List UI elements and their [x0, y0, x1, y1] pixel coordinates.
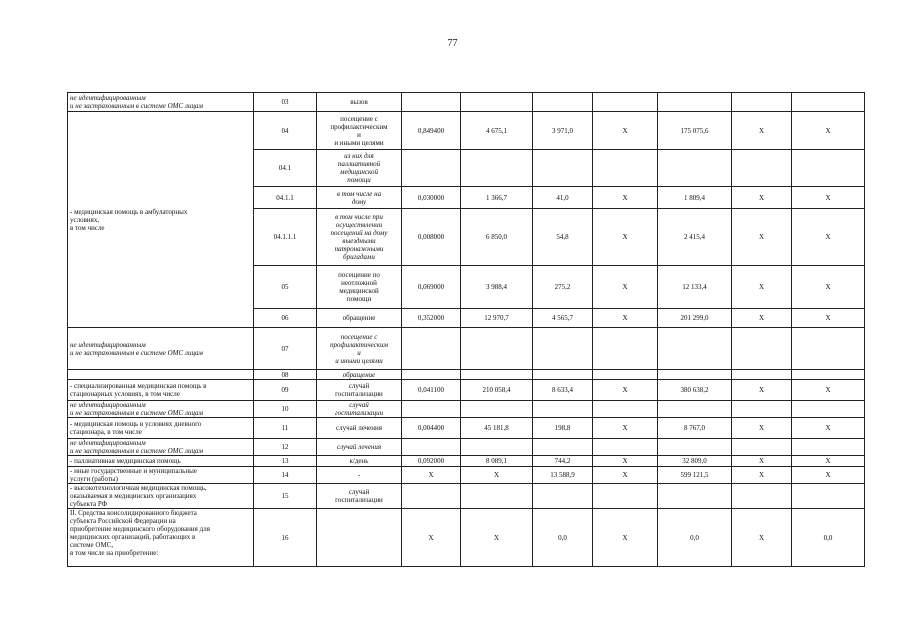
cell-cost: 45 181,8	[461, 418, 533, 439]
table-row	[68, 380, 865, 401]
cell-code: 11	[254, 418, 317, 439]
cell-code: 04	[254, 112, 317, 150]
cell-v4: X	[732, 266, 792, 309]
cell-cost	[461, 370, 533, 380]
cell-norm	[402, 401, 461, 418]
cell-unit	[317, 509, 402, 567]
cell-code: 16	[254, 509, 317, 567]
cell-v5: X	[792, 380, 865, 401]
cell-norm: 0,849400	[402, 112, 461, 150]
cell-norm	[402, 370, 461, 380]
cell-cost	[461, 484, 533, 509]
cell-v5: X	[792, 309, 865, 328]
cell-cost	[461, 401, 533, 418]
table-row	[68, 112, 865, 150]
data-table	[67, 92, 865, 567]
cell-v4: X	[732, 418, 792, 439]
cell-v3: 1 809,4	[658, 187, 732, 209]
cell-code: 15	[254, 484, 317, 509]
cell-v2	[593, 484, 658, 509]
cell-v2: X	[593, 266, 658, 309]
row-label: - медицинская помощь в условиях дневного стационара, в том числе	[68, 418, 254, 439]
cell-v5	[792, 328, 865, 370]
table-row	[68, 328, 865, 370]
cell-v4: X	[732, 456, 792, 467]
cell-unit: в том числе при осуществлении посещений на дому выездными патронажными бригадами	[317, 209, 402, 266]
cell-cost: X	[461, 467, 533, 484]
cell-unit: случай госпитализации	[317, 401, 402, 418]
cell-norm: 0,352000	[402, 309, 461, 328]
cell-v1: 41,0	[533, 187, 593, 209]
cell-v2	[593, 370, 658, 380]
cell-unit: посещение по неотложной медицинской помощи	[317, 266, 402, 309]
cell-v3: 380 638,2	[658, 380, 732, 401]
cell-norm: 0,041100	[402, 380, 461, 401]
table-row	[68, 509, 865, 567]
cell-v1: 4 565,7	[533, 309, 593, 328]
cell-code: 03	[254, 93, 317, 112]
cell-v4: X	[732, 187, 792, 209]
cell-v4	[732, 439, 792, 456]
row-label: - специализированная медицинская помощь в стационарных условиях, в том числе	[68, 380, 254, 401]
cell-v3	[658, 328, 732, 370]
cell-v3: 32 809,0	[658, 456, 732, 467]
cell-v5: X	[792, 467, 865, 484]
table-row	[68, 484, 865, 509]
cell-v3: 175 075,6	[658, 112, 732, 150]
cell-v2: X	[593, 112, 658, 150]
cell-code: 12	[254, 439, 317, 456]
table-row	[68, 418, 865, 439]
cell-v5	[792, 370, 865, 380]
cell-v2	[593, 439, 658, 456]
cell-v5	[792, 439, 865, 456]
cell-v3: 2 415,4	[658, 209, 732, 266]
cell-v3	[658, 439, 732, 456]
cell-norm: X	[402, 509, 461, 567]
cell-unit: в том числе на дому	[317, 187, 402, 209]
cell-v4: X	[732, 509, 792, 567]
cell-v1: 198,8	[533, 418, 593, 439]
row-label: - высокотехнологичная медицинская помощь, оказываемая в медицинских организациях субъекта РФ	[68, 484, 254, 509]
cell-v4	[732, 401, 792, 418]
cell-cost: 12 970,7	[461, 309, 533, 328]
cell-v1	[533, 370, 593, 380]
cell-v2: X	[593, 187, 658, 209]
cell-norm	[402, 150, 461, 187]
cell-v4	[732, 370, 792, 380]
cell-norm	[402, 328, 461, 370]
cell-v4: X	[732, 380, 792, 401]
cell-v2: X	[593, 467, 658, 484]
cell-norm: 0,092000	[402, 456, 461, 467]
cell-v5	[792, 401, 865, 418]
cell-v3	[658, 370, 732, 380]
cell-code: 04.1.1	[254, 187, 317, 209]
cell-code: 07	[254, 328, 317, 370]
cell-v1: 13 588,9	[533, 467, 593, 484]
cell-v2: X	[593, 209, 658, 266]
cell-v4	[732, 484, 792, 509]
cell-v1: 744,2	[533, 456, 593, 467]
cell-unit: вызов	[317, 93, 402, 112]
table-row	[68, 456, 865, 467]
cell-v1	[533, 401, 593, 418]
cell-v3: 599 121,5	[658, 467, 732, 484]
cell-code: 09	[254, 380, 317, 401]
cell-v3: 0,0	[658, 509, 732, 567]
cell-v5: 0,0	[792, 509, 865, 567]
cell-v5: X	[792, 112, 865, 150]
cell-norm: 0,069000	[402, 266, 461, 309]
row-label: не идентифицированным и не застрахованным в системе ОМС лицам	[68, 328, 254, 370]
cell-norm	[402, 484, 461, 509]
cell-v1	[533, 93, 593, 112]
cell-unit: к/день	[317, 456, 402, 467]
cell-cost: 210 058,4	[461, 380, 533, 401]
cell-norm: X	[402, 467, 461, 484]
table-row	[68, 93, 865, 112]
cell-v2	[593, 93, 658, 112]
cell-code: 04.1	[254, 150, 317, 187]
row-label: не идентифицированным и не застрахованным в системе ОМС лицам	[68, 439, 254, 456]
cell-v2	[593, 401, 658, 418]
cell-norm: 0,008000	[402, 209, 461, 266]
cell-v5: X	[792, 187, 865, 209]
cell-unit: случай госпитализации	[317, 380, 402, 401]
cell-v2: X	[593, 309, 658, 328]
cell-v1: 3 971,0	[533, 112, 593, 150]
cell-unit: случай лечения	[317, 418, 402, 439]
cell-cost	[461, 150, 533, 187]
cell-v1	[533, 439, 593, 456]
cell-v3: 201 299,0	[658, 309, 732, 328]
table-row	[68, 401, 865, 418]
row-label: не идентифицированным и не застрахованным в системе ОМС лицам	[68, 401, 254, 418]
cell-v1	[533, 484, 593, 509]
cell-v2: X	[593, 418, 658, 439]
cell-code: 08	[254, 370, 317, 380]
cell-norm: 0,030000	[402, 187, 461, 209]
cell-v1	[533, 150, 593, 187]
cell-unit: обращение	[317, 309, 402, 328]
row-label: - паллиативная медицинская помощь	[68, 456, 254, 467]
cell-v4: X	[732, 467, 792, 484]
cell-v4: X	[732, 309, 792, 328]
cell-v5: X	[792, 266, 865, 309]
row-label	[68, 370, 254, 380]
cell-unit: посещение с профилактическим и и иными целями	[317, 112, 402, 150]
cell-unit: из них для паллиативной медицинской помощи	[317, 150, 402, 187]
cell-v2: X	[593, 456, 658, 467]
cell-cost	[461, 328, 533, 370]
table-row	[68, 439, 865, 456]
cell-v2	[593, 328, 658, 370]
cell-cost: 8 089,1	[461, 456, 533, 467]
cell-unit: обращение	[317, 370, 402, 380]
cell-norm	[402, 93, 461, 112]
cell-code: 04.1.1.1	[254, 209, 317, 266]
cell-code: 10	[254, 401, 317, 418]
cell-v3	[658, 401, 732, 418]
cell-cost: 6 850,0	[461, 209, 533, 266]
cell-unit: случай лечения	[317, 439, 402, 456]
cell-v5: X	[792, 418, 865, 439]
cell-code: 06	[254, 309, 317, 328]
cell-v5: X	[792, 209, 865, 266]
cell-v3	[658, 93, 732, 112]
cell-v1: 8 633,4	[533, 380, 593, 401]
cell-v5: X	[792, 456, 865, 467]
cell-v5	[792, 484, 865, 509]
cell-v5	[792, 150, 865, 187]
page-number: 77	[447, 38, 458, 49]
cell-v5	[792, 93, 865, 112]
cell-unit: -	[317, 467, 402, 484]
cell-norm	[402, 439, 461, 456]
cell-v3	[658, 150, 732, 187]
cell-v1: 275,2	[533, 266, 593, 309]
cell-code: 13	[254, 456, 317, 467]
cell-v2: X	[593, 509, 658, 567]
table-row	[68, 467, 865, 484]
cell-v4	[732, 93, 792, 112]
cell-v3: 12 133,4	[658, 266, 732, 309]
cell-v1	[533, 328, 593, 370]
cell-v4: X	[732, 209, 792, 266]
cell-unit: посещение с профилактическим и и иными целями	[317, 328, 402, 370]
cell-v1: 54,8	[533, 209, 593, 266]
cell-code: 05	[254, 266, 317, 309]
row-label: II. Средства консолидированного бюджета субъекта Российской Федерации на приобретение медицинского оборудования для медицинских организаций, работающих в системе ОМС, в том числе на приобретение:	[68, 509, 254, 567]
cell-v4	[732, 328, 792, 370]
cell-cost	[461, 93, 533, 112]
cell-v2	[593, 150, 658, 187]
row-label: не идентифицированным и не застрахованным в системе ОМС лицам	[68, 93, 254, 112]
cell-v4: X	[732, 112, 792, 150]
cell-v4	[732, 150, 792, 187]
cell-v3	[658, 484, 732, 509]
cell-cost: 3 988,4	[461, 266, 533, 309]
cell-cost: X	[461, 509, 533, 567]
cell-norm: 0,004400	[402, 418, 461, 439]
table-row	[68, 370, 865, 380]
cell-v2: X	[593, 380, 658, 401]
cell-v3: 8 767,0	[658, 418, 732, 439]
row-label: - иные государственные и муниципальные услуги (работы)	[68, 467, 254, 484]
cell-cost	[461, 439, 533, 456]
cell-cost: 4 675,1	[461, 112, 533, 150]
cell-v1: 0,0	[533, 509, 593, 567]
cell-code: 14	[254, 467, 317, 484]
row-label: - медицинская помощь в амбулаторных условиях, в том числе	[68, 112, 254, 328]
cell-cost: 1 366,7	[461, 187, 533, 209]
cell-unit: случай госпитализации	[317, 484, 402, 509]
